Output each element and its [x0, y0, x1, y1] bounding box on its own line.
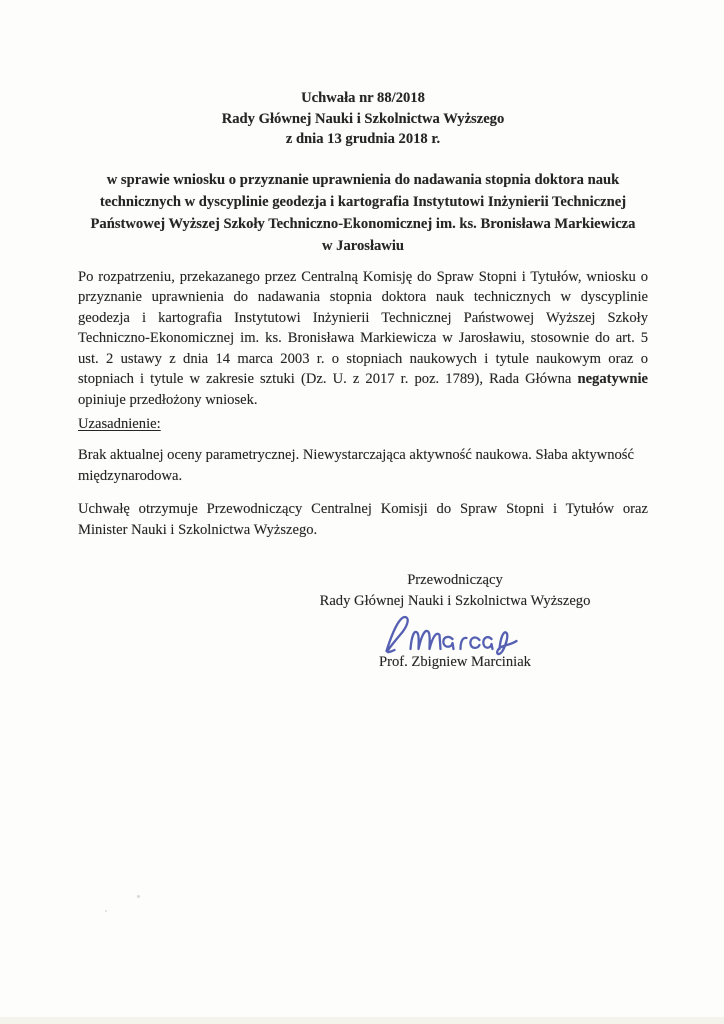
resolution-number: Uchwała nr 88/2018 [301, 90, 425, 106]
scan-bottom-edge [0, 1017, 724, 1024]
resolution-title-block [78, 88, 648, 150]
distribution-paragraph: Uchwałę otrzymuje Przewodniczący Centralnej Komisji do Spraw Stopni i Tytułów oraz Minister Nauki i Szkolnictwa Wyższego. [78, 500, 648, 539]
justification-heading: Uzasadnienie: [78, 415, 161, 432]
resolution-date: z dnia 13 grudnia 2018 r. [285, 131, 441, 147]
signatory-name: Prof. Zbigniew Marciniak [379, 654, 531, 670]
signatory-organization: Rady Głównej Nauki i Szkolnictwa Wyższego [319, 593, 591, 609]
resolution-text-before: Po rozpatrzeniu, przekazanego przez Centralną Komisję do Spraw Stopni i Tytułów, wniosku o przyznanie uprawnienia do nadawania stopnia doktora nauk technicznych w dyscyplinie geodezja i kartografia Instytutowi Inżynierii Technicznej Państwowej Wyższej Szkoły Techniczno-Ekonomicznej im. ks. Bronisława Markiewicza w Jarosławiu, stosownie do art. 5 ust. 2 ustawy z dnia 14 marca 2003 r. o stopniach naukowych i tytule naukowym oraz o stopniach i tytule w zakresie sztuki (Dz. U. z 2017 r. poz. 1789), Rada Główna [78, 268, 648, 388]
resolution-decision-word: negatywnie [577, 371, 648, 388]
signatory-role: Przewodniczący [407, 572, 503, 588]
subject-line: w Jarosławiu [321, 237, 405, 254]
scan-speck [105, 910, 107, 912]
handwritten-signature-icon [380, 611, 530, 657]
issuing-body: Rady Głównej Nauki i Szkolnictwa Wyższego [221, 110, 505, 127]
subject-line: Państwowej Wyższej Szkoły Techniczno-Ekonomicznej im. ks. Bronisława Markiewicza [90, 215, 636, 232]
document-body [78, 88, 648, 542]
justification-paragraph: Brak aktualnej oceny parametrycznej. Niewystarczająca aktywność naukowa. Słaba aktywność międzynarodowa. [78, 446, 634, 485]
scan-speck [137, 895, 140, 898]
resolution-paragraph [78, 267, 648, 411]
signature-block [295, 570, 615, 673]
subject-line: technicznych w dyscyplinie geodezja i kartografia Instytutowi Inżynierii Technicznej [99, 193, 627, 210]
subject-line: w sprawie wniosku o przyznanie uprawnienia do nadawania stopnia doktora nauk [106, 171, 620, 188]
resolution-text-after: opiniuje przedłożony wniosek. [78, 392, 258, 409]
resolution-subject-block [78, 169, 648, 257]
